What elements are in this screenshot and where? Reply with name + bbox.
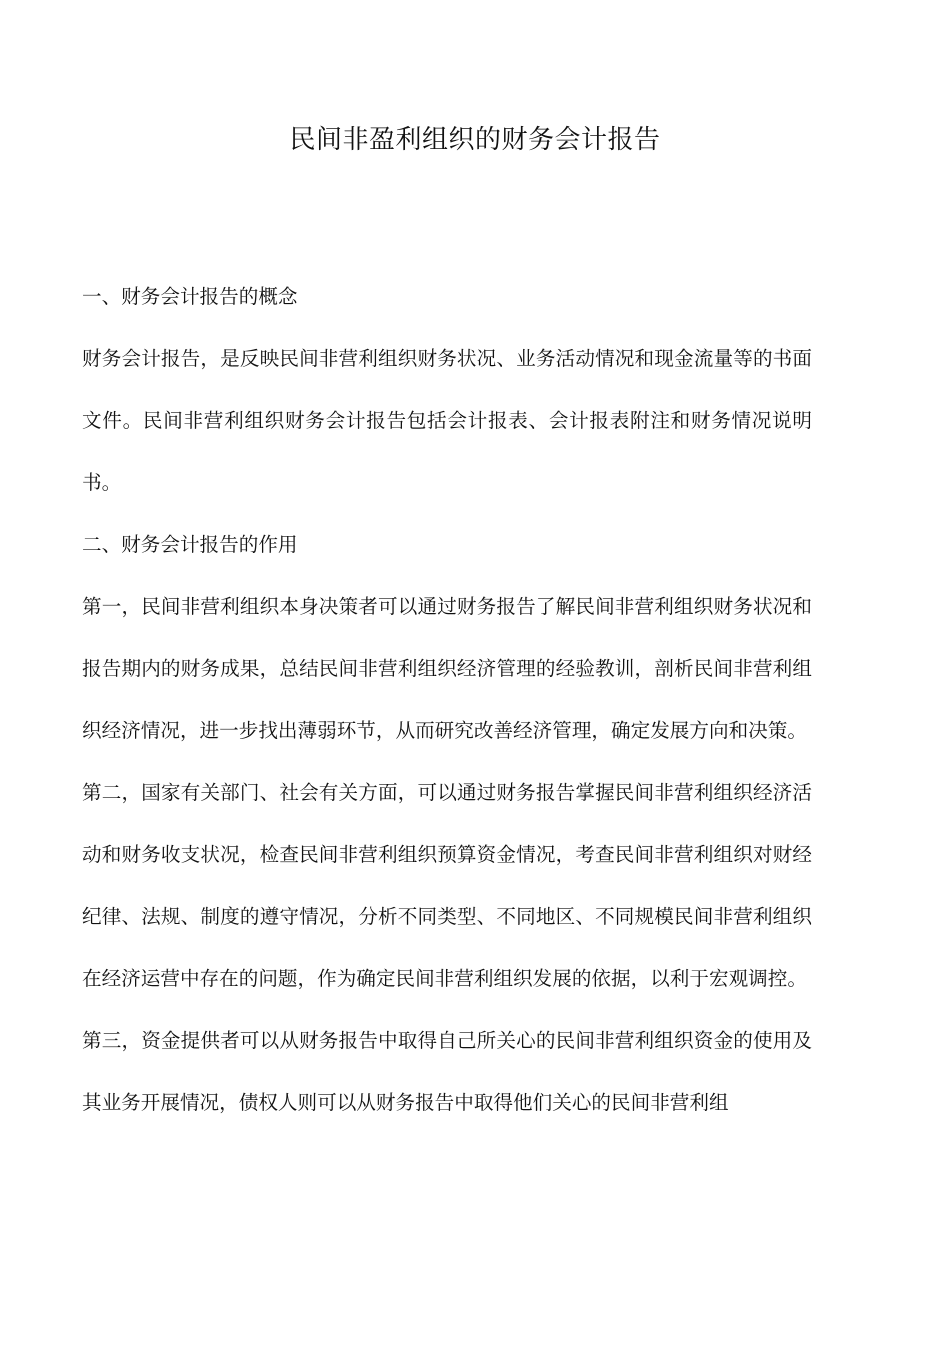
- paragraph-first: 第一，民间非营利组织本身决策者可以通过财务报告了解民间非营利组织财务状况和报告期内的财务成果，总结民间非营利组织经济管理的经验教训，剖析民间非营利组织经济情况，进一步找出薄弱环节，从而研究改善经济管理，确定发展方向和决策。: [82, 595, 812, 742]
- section-heading-purpose: 二、财务会计报告的作用: [82, 533, 298, 556]
- paragraph-concept: 财务会计报告，是反映民间非营利组织财务状况、业务活动情况和现金流量等的书面文件。民间非营利组织财务会计报告包括会计报表、会计报表附注和财务情况说明书。: [82, 347, 812, 494]
- paragraph-third: 第三，资金提供者可以从财务报告中取得自己所关心的民间非营利组织资金的使用及其业务开展情况，债权人则可以从财务报告中取得他们关心的民间非营利组: [82, 1029, 812, 1114]
- document-title: 民间非盈利组织的财务会计报告: [289, 125, 661, 155]
- section-heading-concept: 一、财务会计报告的概念: [82, 285, 298, 308]
- paragraph-second: 第二，国家有关部门、社会有关方面，可以通过财务报告掌握民间非营利组织经济活动和财务收支状况，检查民间非营利组织预算资金情况，考查民间非营利组织对财经纪律、法规、制度的遵守情况，分析不同类型、不同地区、不同规模民间非营利组织在经济运营中存在的问题，作为确定民间非营利组织发展的依据，以利于宏观调控。: [82, 781, 812, 990]
- document-body: [82, 266, 812, 1134]
